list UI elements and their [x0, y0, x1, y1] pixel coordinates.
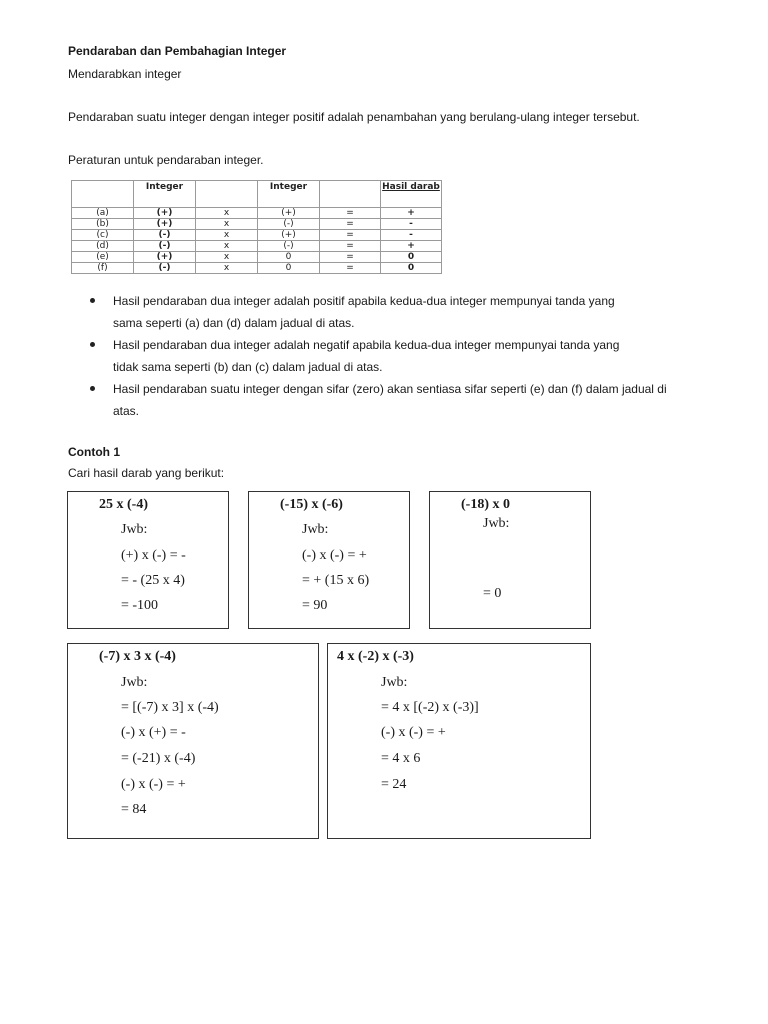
note-line: Hasil pendaraban dua integer adalah negatif apabila kedua-dua integer mempunyai tanda yang — [113, 338, 620, 352]
table-cell: (+) — [258, 230, 320, 241]
bullet-icon — [90, 342, 95, 347]
example-box — [429, 491, 591, 629]
table-header — [72, 181, 134, 208]
table-cell: x — [196, 230, 258, 241]
table-cell: (f) — [72, 263, 134, 274]
bullet-icon — [90, 386, 95, 391]
table-cell: x — [196, 241, 258, 252]
table-cell: = — [320, 241, 381, 252]
table-header-row — [72, 181, 442, 208]
example-step: = (-21) x (-4) — [121, 751, 196, 766]
table-cell: x — [196, 208, 258, 219]
example-step: = 0 — [483, 586, 502, 601]
table-cell: (+) — [258, 208, 320, 219]
example-step: (-) x (+) = - — [121, 725, 186, 740]
table-row — [72, 241, 442, 252]
table-cell: (+) — [134, 252, 196, 263]
table-cell: x — [196, 263, 258, 274]
example-step: = - (25 x 4) — [121, 573, 185, 588]
table-cell: = — [320, 219, 381, 230]
table-header — [381, 181, 442, 208]
table-cell: (a) — [72, 208, 134, 219]
table-row — [72, 208, 442, 219]
example-step: = 4 x 6 — [381, 751, 421, 766]
example-box — [67, 491, 229, 629]
table-cell: = — [320, 252, 381, 263]
table-header — [196, 181, 258, 208]
table-cell: (b) — [72, 219, 134, 230]
table-cell: (+) — [134, 219, 196, 230]
table-cell: (-) — [258, 219, 320, 230]
table-cell: (e) — [72, 252, 134, 263]
table-row — [72, 252, 442, 263]
table-row — [72, 230, 442, 241]
example-step: = 24 — [381, 777, 407, 792]
table-header — [320, 181, 381, 208]
example-prompt: Cari hasil darab yang berikut: — [68, 466, 225, 480]
table-cell: (-) — [134, 230, 196, 241]
example-step: = 90 — [302, 598, 328, 613]
example-step: = -100 — [121, 598, 159, 613]
example-question: (-7) x 3 x (-4) — [99, 649, 176, 664]
example-question: 25 x (-4) — [99, 497, 148, 512]
table-cell: (d) — [72, 241, 134, 252]
note-line: atas. — [113, 404, 140, 418]
table-cell: 0 — [381, 263, 442, 274]
table-cell: (+) — [134, 208, 196, 219]
example-step: (-) x (-) = + — [381, 725, 446, 740]
example-step: = + (15 x 6) — [302, 573, 370, 588]
example-step: (-) x (-) = + — [302, 548, 367, 563]
table-cell: 0 — [381, 252, 442, 263]
example-step: Jwb: — [302, 522, 329, 537]
intro-paragraph: Pendaraban suatu integer dengan integer positif adalah penambahan yang berulang-ulang integer tersebut. — [68, 110, 640, 124]
table-cell: + — [381, 208, 442, 219]
table-cell: x — [196, 219, 258, 230]
example-box — [327, 643, 591, 839]
table-cell: (-) — [134, 241, 196, 252]
table-cell: = — [320, 263, 381, 274]
table-cell: = — [320, 230, 381, 241]
table-cell: - — [381, 230, 442, 241]
example-question: 4 x (-2) x (-3) — [337, 649, 414, 664]
note-line: tidak sama seperti (b) dan (c) dalam jadual di atas. — [113, 360, 383, 374]
table-header: Integer — [134, 181, 196, 208]
notes-list — [70, 290, 710, 422]
table-cell: (-) — [134, 263, 196, 274]
example-question: (-18) x 0 — [461, 497, 510, 512]
table-row — [72, 263, 442, 274]
example-step: (+) x (-) = - — [121, 548, 186, 563]
table-cell: + — [381, 241, 442, 252]
example-box — [67, 643, 319, 839]
subtitle: Mendarabkan integer — [68, 67, 182, 81]
table-cell: = — [320, 208, 381, 219]
example-step: (-) x (-) = + — [121, 777, 186, 792]
rules-table — [71, 180, 442, 274]
example-step: Jwb: — [483, 516, 510, 531]
example-step: = 4 x [(-2) x (-3)] — [381, 700, 479, 715]
example-step: = 84 — [121, 802, 147, 817]
example-step: Jwb: — [381, 675, 408, 690]
table-header: Integer — [258, 181, 320, 208]
note-item — [70, 290, 710, 334]
table-header-text: Hasil darab — [382, 182, 440, 192]
table-cell: (c) — [72, 230, 134, 241]
example-box — [248, 491, 410, 629]
note-item — [70, 378, 710, 422]
example-title: Contoh 1 — [68, 445, 120, 459]
table-cell: 0 — [258, 263, 320, 274]
table-row — [72, 219, 442, 230]
table-cell: x — [196, 252, 258, 263]
example-question: (-15) x (-6) — [280, 497, 343, 512]
bullet-icon — [90, 298, 95, 303]
note-line: sama seperti (a) dan (d) dalam jadual di atas. — [113, 316, 355, 330]
note-item — [70, 334, 710, 378]
table-cell: (-) — [258, 241, 320, 252]
note-line: Hasil pendaraban suatu integer dengan sifar (zero) akan sentiasa sifar seperti (e) dan (f) dalam jadual di — [113, 382, 667, 396]
note-line: Hasil pendaraban dua integer adalah positif apabila kedua-dua integer mempunyai tanda yang — [113, 294, 615, 308]
table-cell: - — [381, 219, 442, 230]
table-cell: 0 — [258, 252, 320, 263]
example-step: Jwb: — [121, 522, 148, 537]
example-step: = [(-7) x 3] x (-4) — [121, 700, 219, 715]
page-title: Pendaraban dan Pembahagian Integer — [68, 44, 287, 58]
example-step: Jwb: — [121, 675, 148, 690]
rules-label: Peraturan untuk pendaraban integer. — [68, 153, 264, 167]
